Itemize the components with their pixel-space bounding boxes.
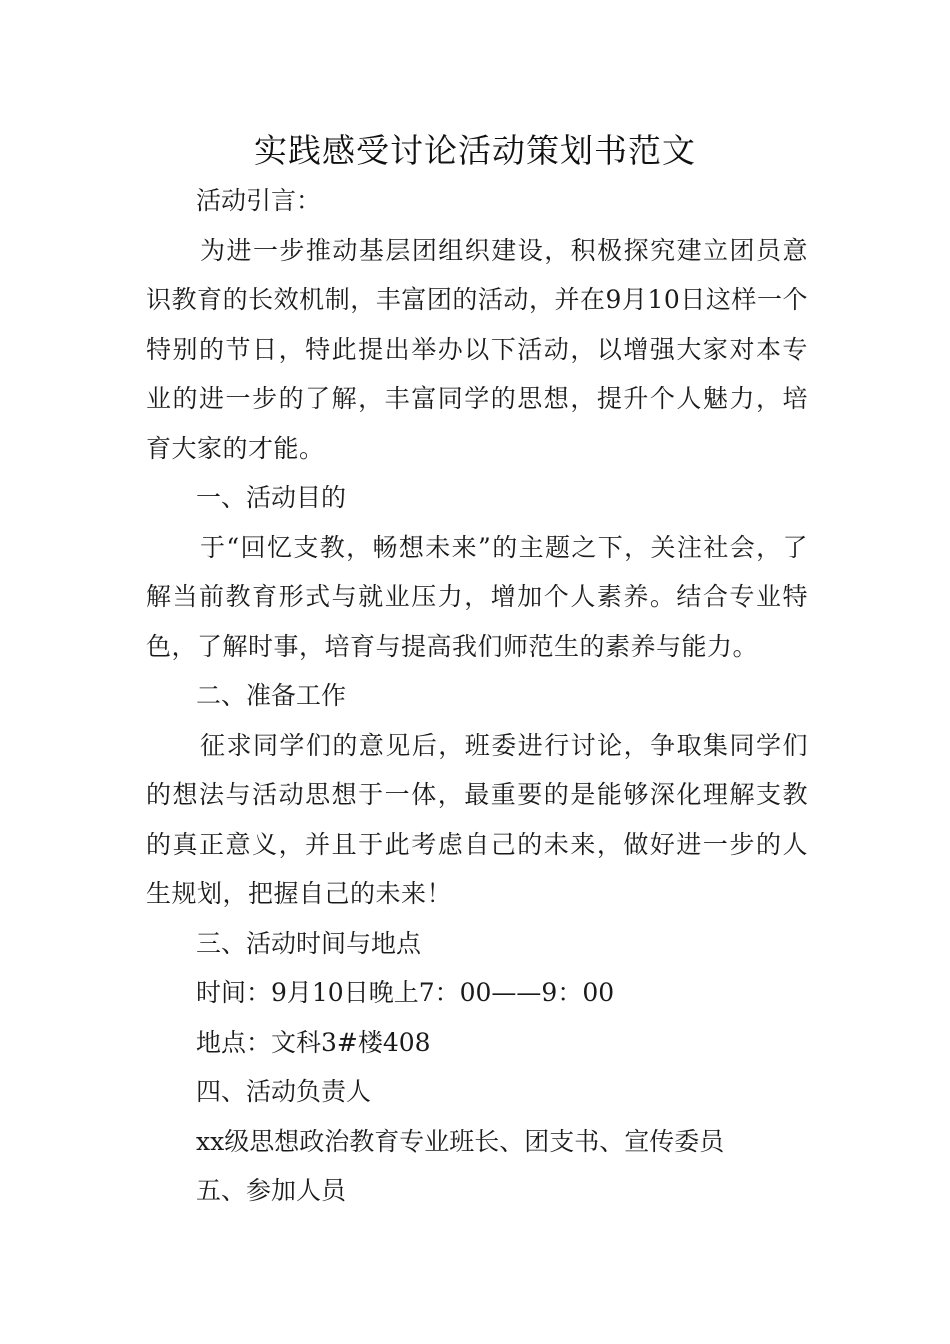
time-line: 时间：9月10日晚上7：00——9：00 [196, 978, 615, 1007]
section-heading-responsible: 四、活动负责人 [196, 1077, 372, 1106]
section-heading-time-place: 三、活动时间与地点 [196, 928, 422, 958]
purpose-paragraph: 于“回忆支教，畅想未来”的主题之下，关注社会，了解当前教育形式与就业压力，增加个人素养。结合专业特色，了解时事，培育与提高我们师范生的素养与能力。 [146, 532, 808, 661]
place-line: 地点：文科3#楼408 [196, 1027, 431, 1057]
document-title: 实践感受讨论活动策划书范文 [254, 131, 696, 170]
responsible-line: xx级思想政治教育专业班长、团支书、宣传委员 [196, 1126, 725, 1156]
preparation-paragraph: 征求同学们的意见后，班委进行讨论，争取集同学们的想法与活动思想于一体，最重要的是能够深化理解支教的真正意义，并且于此考虑自己的未来，做好进一步的人生规划，把握自己的未来！ [146, 730, 808, 908]
section-heading-preparation: 二、准备工作 [196, 681, 347, 710]
section-heading-participants: 五、参加人员 [196, 1176, 347, 1205]
intro-paragraph: 为进一步推动基层团组织建设，积极探究建立团员意识教育的长效机制，丰富团的活动，并在9月10日这样一个特别的节日，特此提出举办以下活动，以增强大家对本专业的进一步的了解，丰富同学的思想，提升个人魅力，培育大家的才能。 [146, 235, 808, 463]
intro-heading: 活动引言： [196, 186, 322, 215]
section-heading-purpose: 一、活动目的 [196, 483, 347, 512]
document-body [146, 176, 808, 1216]
